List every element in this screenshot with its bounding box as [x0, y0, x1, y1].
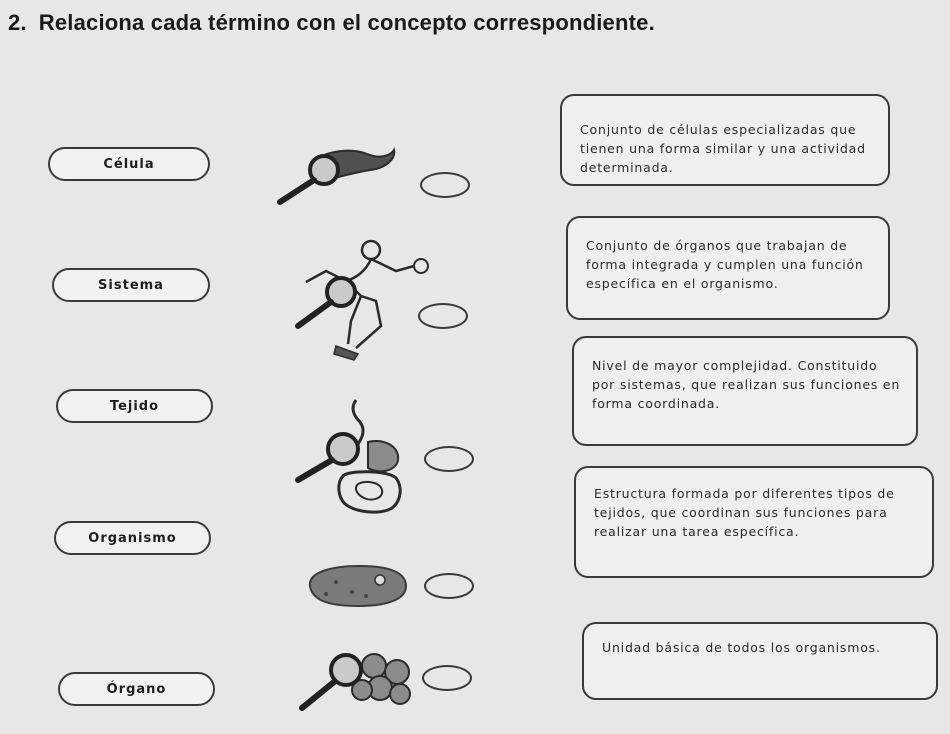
definition-sistema-box[interactable]	[566, 216, 890, 320]
term-label: Sistema	[98, 277, 164, 293]
exercise-number: 2.	[8, 10, 27, 35]
term-tejido[interactable]	[56, 389, 213, 423]
definition-text: Conjunto de órganos que trabajan de forma integrada y cumplen una función específica en el organismo.	[586, 238, 864, 291]
answer-circle-1[interactable]	[420, 172, 470, 198]
definition-tejido-box[interactable]	[560, 94, 890, 186]
definition-text: Nivel de mayor complejidad. Constituido por sistemas, que realizan sus funciones en forma coordinada.	[592, 358, 901, 411]
exercise-title	[8, 10, 655, 36]
answer-circle-2[interactable]	[418, 303, 468, 329]
definition-celula-box[interactable]	[582, 622, 938, 700]
answer-circle-3[interactable]	[424, 446, 474, 472]
term-label: Tejido	[109, 398, 160, 414]
term-label: Organismo	[88, 530, 177, 546]
magnifier-running-person-icon	[286, 236, 436, 364]
definition-organo-box[interactable]	[574, 466, 934, 578]
answer-circle-5[interactable]	[422, 665, 472, 691]
term-label: Órgano	[106, 681, 167, 697]
term-organismo[interactable]	[54, 521, 211, 555]
magnifier-digestive-system-icon	[288, 394, 418, 524]
definition-organismo-box[interactable]	[572, 336, 918, 446]
definition-text: Conjunto de células especializadas que tienen una forma similar y una actividad determinada.	[580, 122, 866, 175]
term-organo[interactable]	[58, 672, 215, 706]
term-sistema[interactable]	[52, 268, 210, 302]
term-celula[interactable]	[48, 147, 210, 181]
magnifier-cell-tissue-icon	[292, 650, 422, 720]
definition-text: Unidad básica de todos los organismos.	[602, 640, 881, 655]
exercise-instruction: Relaciona cada término con el concepto correspondiente.	[38, 10, 655, 35]
definition-text: Estructura formada por diferentes tipos de tejidos, que coordinan sus funciones para realizar una tarea específica.	[594, 486, 895, 539]
term-label: Célula	[103, 156, 155, 172]
magnifier-organ-icon	[272, 140, 402, 210]
cell-icon	[302, 562, 412, 610]
answer-circle-4[interactable]	[424, 573, 474, 599]
